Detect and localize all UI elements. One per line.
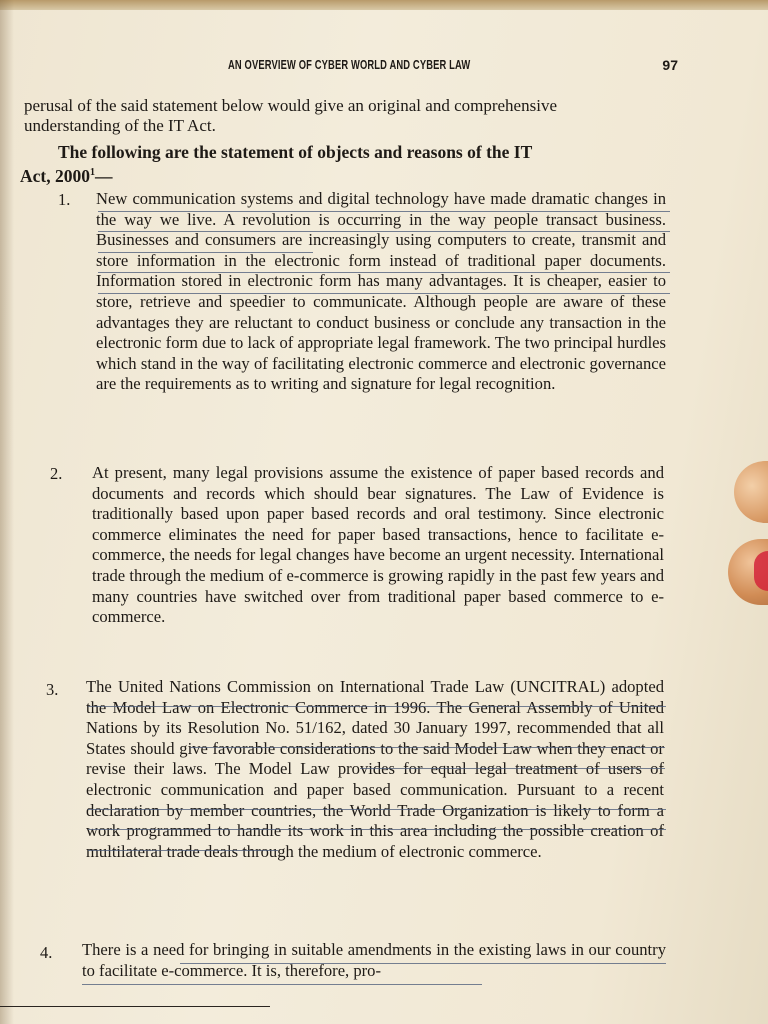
footnote-rule [0,1006,270,1007]
paragraph-2: At present, many legal provisions assume the existence of paper based records and documents and records which should bear signatures. The Law of Evidence is traditionally based upon paper based records and oral testimony. Since electronic commerce eliminates the need for paper based transactions, hence to facilitate e-commerce, the needs for legal changes have become an urgent necessity. International trade through the medium of e-commerce is growing rapidly in the past few years and many countries have switched over from traditional paper based commerce to e-commerce. [92,463,664,627]
pen-underline [88,850,278,851]
heading-dash: — [94,165,113,186]
statement-heading-line-2 [20,163,112,186]
footnote-marker: 1 [89,167,95,178]
pen-underline [180,963,666,964]
pen-underline [88,706,666,707]
running-head: AN OVERVIEW OF CYBER WORLD AND CYBER LAW [228,57,471,72]
paragraph-number: 2. [50,464,63,483]
heading-act-text: Act, 2000 [20,165,90,186]
pen-underline [98,293,670,294]
pen-underline [98,252,313,253]
paragraph-3: The United Nations Commission on International Trade Law (UNCITRAL) adopted the Model Law on Electronic Commerce in 1996. The General Assembly of United Nations by its Resolution No. 51/162, dated 30 January 1997, recommended that all States should give favorable considerations to the said Model Law when they enact or revise their laws. The Model Law provides for equal legal treatment of users of electronic communication and paper based communication. Pursuant to a recent declaration by member countries, the World Trade Organization is likely to form a work programmed to handle its work in this area including the possible creation of multilateral trade deals through the medium of electronic commerce. [86,677,664,861]
intro-line-2: understanding of the IT Act. [24,116,216,135]
paragraph-4: There is a need for bringing in suitable amendments in the existing laws in our country to facilitate e-commerce. It is, therefore, pro- [82,940,666,980]
paragraph-number: 4. [40,943,53,962]
page-number: 97 [662,57,678,73]
pen-underline [98,211,670,212]
fingers-image [728,455,768,605]
pen-underline [360,768,665,769]
pen-underline [190,747,665,748]
painted-nail [754,551,768,591]
pen-underline [98,272,670,273]
paragraph-1: New communication systems and digital technology have made dramatic changes in the way we live. A revolution is occurring in the way people transact business. Businesses and consumers are increasingly using computers to create, transmit and store information in the electronic form instead of traditional paper documents. Information stored in electronic form has many advantages. It is cheaper, easier to store, retrieve and speedier to communicate. Although people are aware of these advantages they are reluctant to conduct business or conclude any transaction in the electronic form due to lack of appropriate legal framework. The two principal hurdles which stand in the way of facilitating electronic commerce and electronic governance are the requirements as to writing and signature for legal recognition. [96,189,666,394]
paragraph-number: 1. [58,190,71,209]
intro-line-1: perusal of the said statement below would give an original and comprehensive [24,96,557,115]
statement-heading: The following are the statement of objects and reasons of the IT [58,142,533,162]
pen-underline [82,984,482,985]
paragraph-number: 3. [46,680,59,699]
pen-underline [98,231,670,232]
pen-underline [88,829,666,830]
finger [734,461,768,523]
pen-underline [88,809,666,810]
